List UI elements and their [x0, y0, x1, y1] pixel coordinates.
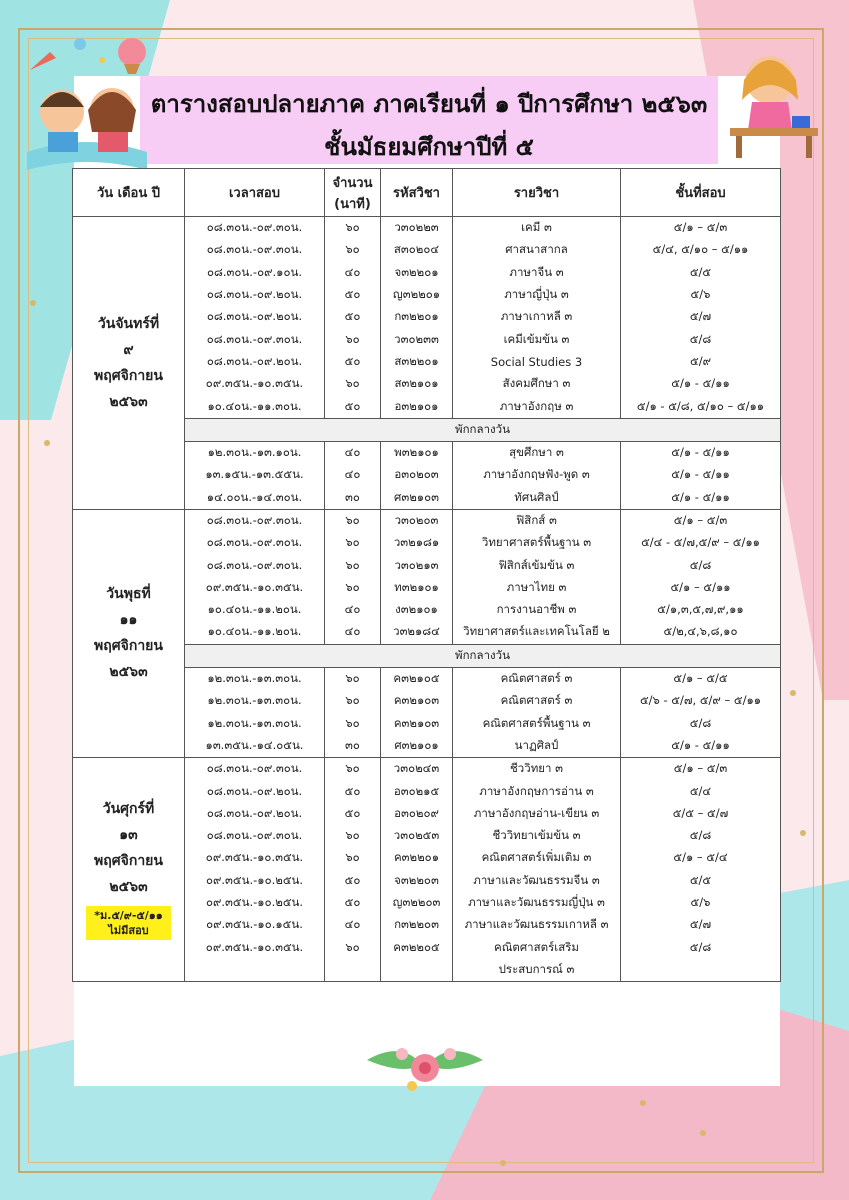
exam-time: ๑๒.๓๐น.-๑๓.๑๐น. [185, 441, 325, 464]
empty-cell [325, 959, 381, 982]
subject-name: ฟิสิกส์เข้มข้น ๓ [453, 554, 621, 576]
subject-code: ค๓๒๑๐๕ [381, 667, 453, 690]
subject-code: ว๓๐๒๕๓ [381, 825, 453, 847]
header-code: รหัสวิชา [381, 169, 453, 217]
header-duration-line2: (นาที) [334, 196, 371, 212]
exam-room: ๕/๗ [621, 914, 781, 936]
exam-duration: ๖๐ [325, 577, 381, 599]
exam-time: ๐๙.๓๕น.-๑๐.๒๕น. [185, 870, 325, 892]
exam-time: ๐๘.๓๐น.-๐๙.๓๐น. [185, 825, 325, 847]
subject-code: ค๓๒๑๐๓ [381, 690, 453, 712]
subject-name: ภาษาอังกฤษการอ่าน ๓ [453, 780, 621, 802]
gold-sparkle-icon [500, 1160, 506, 1166]
exam-room: ๕/๖ - ๕/๗, ๕/๙ – ๕/๑๑ [621, 690, 781, 712]
subject-name: คณิตศาสตร์พื้นฐาน ๓ [453, 713, 621, 735]
subject-name: ภาษาและวัฒนธรรมจีน ๓ [453, 870, 621, 892]
header-subject: รายวิชา [453, 169, 621, 217]
exam-time: ๑๐.๔๐น.-๑๑.๓๐น. [185, 395, 325, 418]
subject-name: ชีววิทยา ๓ [453, 758, 621, 781]
subject-name: ภาษาอังกฤษ ๓ [453, 395, 621, 418]
table-header-row [73, 169, 781, 217]
gold-sparkle-icon [790, 690, 796, 696]
exam-schedule-table [72, 168, 781, 982]
subject-code: ก๓๒๒๐๓ [381, 914, 453, 936]
subject-name: ภาษาไทย ๓ [453, 577, 621, 599]
subject-name: สุขศึกษา ๓ [453, 441, 621, 464]
exam-time: ๐๙.๓๕น.-๑๐.๒๕น. [185, 892, 325, 914]
subject-code: ว๓๐๒๑๓ [381, 554, 453, 576]
exam-room: ๕/๘ [621, 328, 781, 350]
subject-name: ภาษาอังกฤษฟัง-พูด ๓ [453, 464, 621, 486]
exam-time: ๐๙.๓๕น.-๑๐.๓๕น. [185, 937, 325, 959]
subject-code: อ๓๐๒๐๓ [381, 464, 453, 486]
exam-room: ๕/๑ – ๕/๓ [621, 217, 781, 240]
no-exam-note-classes: *ม.๕/๙-๕/๑๑ [94, 909, 163, 923]
gold-sparkle-icon [640, 1100, 646, 1106]
exam-room: ๕/๑ - ๕/๑๑ [621, 735, 781, 758]
exam-room: ๕/๕ [621, 262, 781, 284]
exam-duration: ๕๐ [325, 395, 381, 418]
subject-code: ศ๓๒๑๐๑ [381, 735, 453, 758]
empty-cell [185, 959, 325, 982]
exam-duration: ๕๐ [325, 306, 381, 328]
empty-cell [381, 959, 453, 982]
exam-room: ๕/๔, ๕/๑๐ – ๕/๑๑ [621, 239, 781, 261]
subject-name: ภาษาและวัฒนธรรมเกาหลี ๓ [453, 914, 621, 936]
subject-code: ว๓๒๑๘๑ [381, 532, 453, 554]
exam-duration: ๔๐ [325, 441, 381, 464]
header-duration [325, 169, 381, 217]
exam-time: ๐๘.๓๐น.-๐๙.๑๐น. [185, 262, 325, 284]
exam-room: ๕/๑ – ๕/๕ [621, 667, 781, 690]
day-day-name: วันจันทร์ที่ [97, 315, 160, 332]
exam-time: ๑๐.๔๐น.-๑๑.๒๐น. [185, 599, 325, 621]
exam-time: ๐๙.๓๕น.-๑๐.๑๕น. [185, 914, 325, 936]
subject-code: พ๓๒๑๐๑ [381, 441, 453, 464]
exam-time: ๐๘.๓๐น.-๐๙.๒๐น. [185, 284, 325, 306]
exam-duration: ๖๐ [325, 239, 381, 261]
subject-name: ศาสนาสากล [453, 239, 621, 261]
table-body [73, 217, 781, 982]
subject-code: ศ๓๒๑๐๓ [381, 487, 453, 510]
flower-ornament-icon [362, 1030, 488, 1100]
kids-reading-icon [22, 72, 152, 172]
exam-duration: ๖๐ [325, 758, 381, 781]
day-month: พฤศจิกายน [94, 638, 163, 655]
exam-time: ๑๓.๓๕น.-๑๔.๐๕น. [185, 735, 325, 758]
exam-duration: ๕๐ [325, 284, 381, 306]
subject-code: ค๓๒๒๐๑ [381, 847, 453, 869]
exam-duration: ๕๐ [325, 780, 381, 802]
exam-day [73, 758, 185, 982]
exam-room: ๕/๑ – ๕/๓ [621, 509, 781, 532]
exam-time: ๑๐.๔๐น.-๑๑.๒๐น. [185, 621, 325, 644]
exam-room: ๕/๑ - ๕/๑๑ [621, 441, 781, 464]
subject-code: อ๓๒๑๐๑ [381, 395, 453, 418]
day-month: พฤศจิกายน [94, 853, 163, 870]
subject-code: ท๓๒๑๐๑ [381, 577, 453, 599]
subject-code: ญ๓๒๒๐๑ [381, 284, 453, 306]
exam-duration: ๔๐ [325, 914, 381, 936]
exam-duration: ๖๐ [325, 532, 381, 554]
exam-day [73, 509, 185, 757]
subject-name: วิทยาศาสตร์พื้นฐาน ๓ [453, 532, 621, 554]
subject-code: ส๓๒๒๐๑ [381, 351, 453, 373]
exam-duration: ๔๐ [325, 621, 381, 644]
exam-room: ๕/๑,๓,๕,๗,๙,๑๑ [621, 599, 781, 621]
subject-name: คณิตศาสตร์ ๓ [453, 690, 621, 712]
subject-name: ทัศนศิลป์ [453, 487, 621, 510]
subject-name: การงานอาชีพ ๓ [453, 599, 621, 621]
subject-code: อ๓๐๒๑๕ [381, 780, 453, 802]
exam-duration: ๕๐ [325, 803, 381, 825]
subject-name: Social Studies 3 [453, 351, 621, 373]
exam-time: ๐๙.๓๕น.-๑๐.๓๕น. [185, 577, 325, 599]
header-duration-line1: จำนวน [332, 175, 373, 191]
subject-name: คณิตศาสตร์ ๓ [453, 667, 621, 690]
subject-name: เคมีเข้มข้น ๓ [453, 328, 621, 350]
exam-room: ๕/๔ - ๕/๗,๕/๙ – ๕/๑๑ [621, 532, 781, 554]
subject-code: ก๓๒๒๐๑ [381, 306, 453, 328]
exam-duration: ๕๐ [325, 892, 381, 914]
exam-duration: ๖๐ [325, 217, 381, 240]
subject-name: ภาษาเกาหลี ๓ [453, 306, 621, 328]
exam-time: ๑๓.๑๕น.-๑๓.๕๕น. [185, 464, 325, 486]
subject-name-continued: ประสบการณ์ ๓ [453, 959, 621, 982]
exam-duration: ๖๐ [325, 713, 381, 735]
exam-room: ๕/๑ – ๕/๔ [621, 847, 781, 869]
subject-name: นาฏศิลป์ [453, 735, 621, 758]
exam-time: ๐๘.๓๐น.-๐๙.๓๐น. [185, 509, 325, 532]
subject-code: อ๓๐๒๐๙ [381, 803, 453, 825]
subject-code: ว๓๐๒๔๓ [381, 758, 453, 781]
exam-duration: ๖๐ [325, 373, 381, 395]
page-title: ตารางสอบปลายภาค ภาคเรียนที่ ๑ ปีการศึกษา ๒๕๖๓ [150, 90, 708, 118]
exam-duration: ๖๐ [325, 937, 381, 959]
table-row [73, 217, 781, 240]
exam-time: ๐๘.๓๐น.-๐๙.๒๐น. [185, 351, 325, 373]
subject-name: เคมี ๓ [453, 217, 621, 240]
exam-duration: ๖๐ [325, 825, 381, 847]
subject-code: ว๓๐๒๒๓ [381, 217, 453, 240]
exam-room: ๕/๖ [621, 892, 781, 914]
exam-room: ๕/๑ - ๕/๘, ๕/๑๐ – ๕/๑๑ [621, 395, 781, 418]
empty-cell [621, 959, 781, 982]
subject-code: ส๓๐๒๐๔ [381, 239, 453, 261]
subject-code: จ๓๒๒๐๑ [381, 262, 453, 284]
exam-time: ๐๘.๓๐น.-๐๙.๓๐น. [185, 758, 325, 781]
day-day-name: วันพุธที่ [106, 586, 151, 603]
day-year: ๒๕๖๓ [109, 393, 148, 410]
subject-code: ว๓๐๒๓๓ [381, 328, 453, 350]
exam-duration: ๖๐ [325, 847, 381, 869]
exam-duration: ๖๐ [325, 328, 381, 350]
lunch-break-label: พักกลางวัน [185, 418, 781, 441]
exam-room: ๕/๘ [621, 713, 781, 735]
exam-room: ๕/๑ - ๕/๑๑ [621, 464, 781, 486]
subject-code: ส๓๒๑๐๑ [381, 373, 453, 395]
exam-duration: ๖๐ [325, 554, 381, 576]
subject-name: ภาษาจีน ๓ [453, 262, 621, 284]
exam-room: ๕/๕ [621, 870, 781, 892]
day-year: ๒๕๖๓ [109, 879, 148, 896]
exam-time: ๐๘.๓๐น.-๐๙.๒๐น. [185, 306, 325, 328]
exam-time: ๐๘.๓๐น.-๐๙.๓๐น. [185, 217, 325, 240]
no-exam-note-text: ไม่มีสอบ [108, 924, 149, 938]
exam-time: ๐๘.๓๐น.-๐๙.๒๐น. [185, 803, 325, 825]
lunch-break-label: พักกลางวัน [185, 644, 781, 667]
gold-sparkle-icon [44, 440, 50, 446]
exam-room: ๕/๑ – ๕/๓ [621, 758, 781, 781]
exam-room: ๕/๔ [621, 780, 781, 802]
subject-name: วิทยาศาสตร์และเทคโนโลยี ๒ [453, 621, 621, 644]
day-day-num: ๑๑ [119, 612, 138, 629]
exam-time: ๑๒.๓๐น.-๑๓.๓๐น. [185, 690, 325, 712]
exam-room: ๕/๘ [621, 554, 781, 576]
subject-code: ค๓๒๒๐๕ [381, 937, 453, 959]
exam-room: ๕/๗ [621, 306, 781, 328]
subject-name: สังคมศึกษา ๓ [453, 373, 621, 395]
subject-code: ค๓๒๑๐๓ [381, 713, 453, 735]
exam-room: ๕/๘ [621, 825, 781, 847]
page-subtitle: ชั้นมัธยมศึกษาปีที่ ๕ [324, 133, 534, 161]
exam-time: ๐๙.๓๕น.-๑๐.๓๕น. [185, 373, 325, 395]
day-month: พฤศจิกายน [94, 367, 163, 384]
exam-duration: ๓๐ [325, 735, 381, 758]
exam-room: ๕/๙ [621, 351, 781, 373]
subject-code: ญ๓๒๒๐๓ [381, 892, 453, 914]
day-day-num: ๑๓ [119, 827, 138, 844]
subject-name: คณิตศาสตร์เสริม [453, 937, 621, 959]
exam-time: ๐๘.๓๐น.-๐๙.๓๐น. [185, 328, 325, 350]
table-row [73, 758, 781, 781]
header-time: เวลาสอบ [185, 169, 325, 217]
exam-time: ๐๘.๓๐น.-๐๙.๓๐น. [185, 554, 325, 576]
subject-name: ภาษาอังกฤษอ่าน-เขียน ๓ [453, 803, 621, 825]
exam-duration: ๖๐ [325, 690, 381, 712]
exam-duration: ๔๐ [325, 464, 381, 486]
gold-sparkle-icon [800, 830, 806, 836]
exam-duration: ๖๐ [325, 509, 381, 532]
subject-name: ชีววิทยาเข้มข้น ๓ [453, 825, 621, 847]
day-day-num: ๙ [123, 341, 134, 358]
exam-time: ๑๔.๐๐น.-๑๔.๓๐น. [185, 487, 325, 510]
exam-duration: ๖๐ [325, 667, 381, 690]
subject-name: ภาษาญี่ปุ่น ๓ [453, 284, 621, 306]
no-exam-note [86, 906, 170, 940]
table-row [73, 509, 781, 532]
exam-duration: ๔๐ [325, 262, 381, 284]
subject-code: ว๓๒๑๘๔ [381, 621, 453, 644]
exam-time: ๐๘.๓๐น.-๐๙.๓๐น. [185, 532, 325, 554]
subject-name: คณิตศาสตร์เพิ่มเติม ๓ [453, 847, 621, 869]
exam-time: ๑๒.๓๐น.-๑๓.๓๐น. [185, 713, 325, 735]
exam-room: ๕/๑ - ๕/๑๑ [621, 373, 781, 395]
exam-duration: ๕๐ [325, 351, 381, 373]
exam-room: ๕/๑ – ๕/๑๑ [621, 577, 781, 599]
subject-code: จ๓๒๒๐๓ [381, 870, 453, 892]
exam-time: ๑๒.๓๐น.-๑๓.๓๐น. [185, 667, 325, 690]
subject-name: ฟิสิกส์ ๓ [453, 509, 621, 532]
girl-at-desk-icon [722, 40, 822, 160]
exam-duration: ๕๐ [325, 870, 381, 892]
exam-time: ๐๙.๓๕น.-๑๐.๓๕น. [185, 847, 325, 869]
exam-time: ๐๘.๓๐น.-๐๙.๓๐น. [185, 239, 325, 261]
exam-room: ๕/๕ – ๕/๗ [621, 803, 781, 825]
subject-code: ง๓๒๑๐๑ [381, 599, 453, 621]
subject-code: ว๓๐๒๐๓ [381, 509, 453, 532]
exam-time: ๐๘.๓๐น.-๐๙.๒๐น. [185, 780, 325, 802]
exam-day [73, 217, 185, 510]
exam-room: ๕/๒,๔,๖,๘,๑๐ [621, 621, 781, 644]
subject-name: ภาษาและวัฒนธรรมญี่ปุ่น ๓ [453, 892, 621, 914]
gold-sparkle-icon [700, 1130, 706, 1136]
day-day-name: วันศุกร์ที่ [102, 801, 155, 818]
gold-sparkle-icon [30, 300, 36, 306]
exam-room: ๕/๑ - ๕/๑๑ [621, 487, 781, 510]
header-room: ชั้นที่สอบ [621, 169, 781, 217]
header-day: วัน เดือน ปี [73, 169, 185, 217]
exam-room: ๕/๘ [621, 937, 781, 959]
exam-duration: ๓๐ [325, 487, 381, 510]
day-year: ๒๕๖๓ [109, 664, 148, 681]
exam-room: ๕/๖ [621, 284, 781, 306]
exam-duration: ๔๐ [325, 599, 381, 621]
